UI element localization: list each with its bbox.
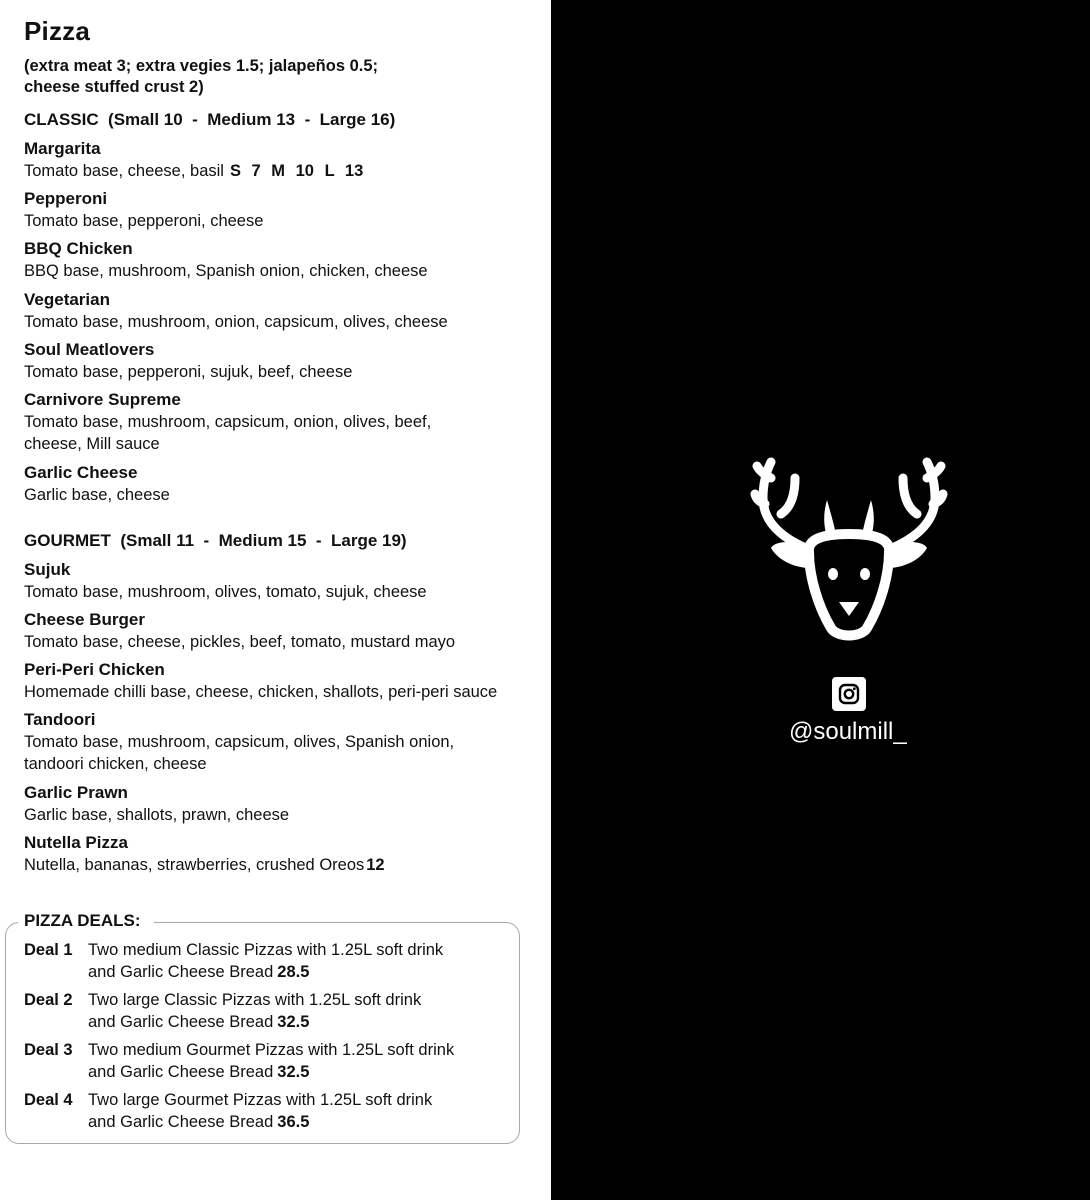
deal-line: and Garlic Cheese Bread 28.5 <box>88 963 310 981</box>
item-desc: BBQ base, mushroom, Spanish onion, chicken, cheese <box>24 262 428 280</box>
deal-line: Two large Gourmet Pizzas with 1.25L soft drink <box>88 1091 433 1109</box>
item-name: Peri-Peri Chicken <box>24 660 165 679</box>
deal-label: Deal 1 <box>24 941 73 959</box>
deal-line: and Garlic Cheese Bread 32.5 <box>88 1063 310 1081</box>
item-desc: Tomato base, cheese, pickles, beef, tomato, mustard mayo <box>24 633 456 651</box>
menu-item <box>24 188 539 232</box>
deal-line: Two medium Gourmet Pizzas with 1.25L soft drink <box>88 1041 455 1059</box>
item-name: Sujuk <box>24 560 71 579</box>
item-desc: cheese, Mill sauce <box>24 435 160 453</box>
item-desc: Tomato base, mushroom, capsicum, olives, Spanish onion, <box>24 733 455 751</box>
deal-label: Deal 4 <box>24 1091 73 1109</box>
item-desc: Tomato base, mushroom, onion, capsicum, olives, cheese <box>24 313 448 331</box>
item-price: S 7 M 10 L 13 <box>229 162 364 180</box>
menu-item <box>24 609 539 653</box>
item-desc: Tomato base, mushroom, olives, tomato, sujuk, cheese <box>24 583 427 601</box>
item-desc: Garlic base, cheese <box>24 486 170 504</box>
item-desc: Nutella, bananas, strawberries, crushed Oreos 12 <box>24 856 385 874</box>
item-name: Garlic Prawn <box>24 783 128 802</box>
deal-price: 28.5 <box>277 963 310 981</box>
item-desc: Tomato base, cheese, basil S 7 M 10 L 13 <box>24 162 364 180</box>
item-name: Margarita <box>24 139 101 158</box>
deal-label: Deal 2 <box>24 991 73 1009</box>
deal-line: and Garlic Cheese Bread 32.5 <box>88 1013 310 1031</box>
menu-item <box>24 339 539 383</box>
item-desc: Homemade chilli base, cheese, chicken, shallots, peri-peri sauce <box>24 683 498 701</box>
item-name: Nutella Pizza <box>24 833 128 852</box>
menu-item <box>24 389 539 455</box>
item-desc: tandoori chicken, cheese <box>24 755 207 773</box>
menu-item <box>24 289 539 333</box>
item-desc: Tomato base, pepperoni, cheese <box>24 212 264 230</box>
extras-line: (extra meat 3; extra vegies 1.5; jalapeños 0.5; <box>24 57 379 75</box>
item-desc: Garlic base, shallots, prawn, cheese <box>24 806 290 824</box>
item-desc: Tomato base, mushroom, capsicum, onion, olives, beef, <box>24 413 432 431</box>
deals-heading: PIZZA DEALS: <box>18 911 154 931</box>
menu-item <box>24 782 539 826</box>
item-name: Tandoori <box>24 710 96 729</box>
item-name: Soul Meatlovers <box>24 340 155 359</box>
deal-line: and Garlic Cheese Bread 36.5 <box>88 1113 310 1131</box>
deal-price: 32.5 <box>277 1063 310 1081</box>
deal-line: Two large Classic Pizzas with 1.25L soft drink <box>88 991 422 1009</box>
menu-item <box>24 709 539 775</box>
item-name: Pepperoni <box>24 189 108 208</box>
item-name: Vegetarian <box>24 290 110 309</box>
extras-line: cheese stuffed crust 2) <box>24 78 204 96</box>
extras-note <box>24 56 524 98</box>
deal-item <box>24 1039 514 1083</box>
deal-line: Two medium Classic Pizzas with 1.25L soft drink <box>88 941 444 959</box>
instagram-icon[interactable] <box>832 677 866 711</box>
menu-item <box>24 238 539 282</box>
menu-item <box>24 462 539 506</box>
menu-item <box>24 659 539 703</box>
menu-item <box>24 559 539 603</box>
deal-label: Deal 3 <box>24 1041 73 1059</box>
deal-item <box>24 1089 514 1133</box>
menu-item <box>24 832 539 876</box>
deal-price: 36.5 <box>277 1113 310 1131</box>
classic-heading: CLASSIC (Small 10 - Medium 13 - Large 16) <box>24 110 396 129</box>
deer-head-icon <box>749 448 949 648</box>
item-desc: Tomato base, pepperoni, sujuk, beef, cheese <box>24 363 353 381</box>
item-price: 12 <box>366 856 385 874</box>
instagram-handle[interactable]: @soulmill_ <box>789 718 907 745</box>
deal-item <box>24 939 514 983</box>
deal-item <box>24 989 514 1033</box>
item-name: Cheese Burger <box>24 610 145 629</box>
item-name: Garlic Cheese <box>24 463 138 482</box>
menu-item <box>24 138 539 182</box>
gourmet-heading: GOURMET (Small 11 - Medium 15 - Large 19) <box>24 531 407 550</box>
item-name: BBQ Chicken <box>24 239 133 258</box>
item-name: Carnivore Supreme <box>24 390 181 409</box>
page-title: Pizza <box>24 16 91 46</box>
instagram-glyph <box>832 677 866 711</box>
deal-price: 32.5 <box>277 1013 310 1031</box>
